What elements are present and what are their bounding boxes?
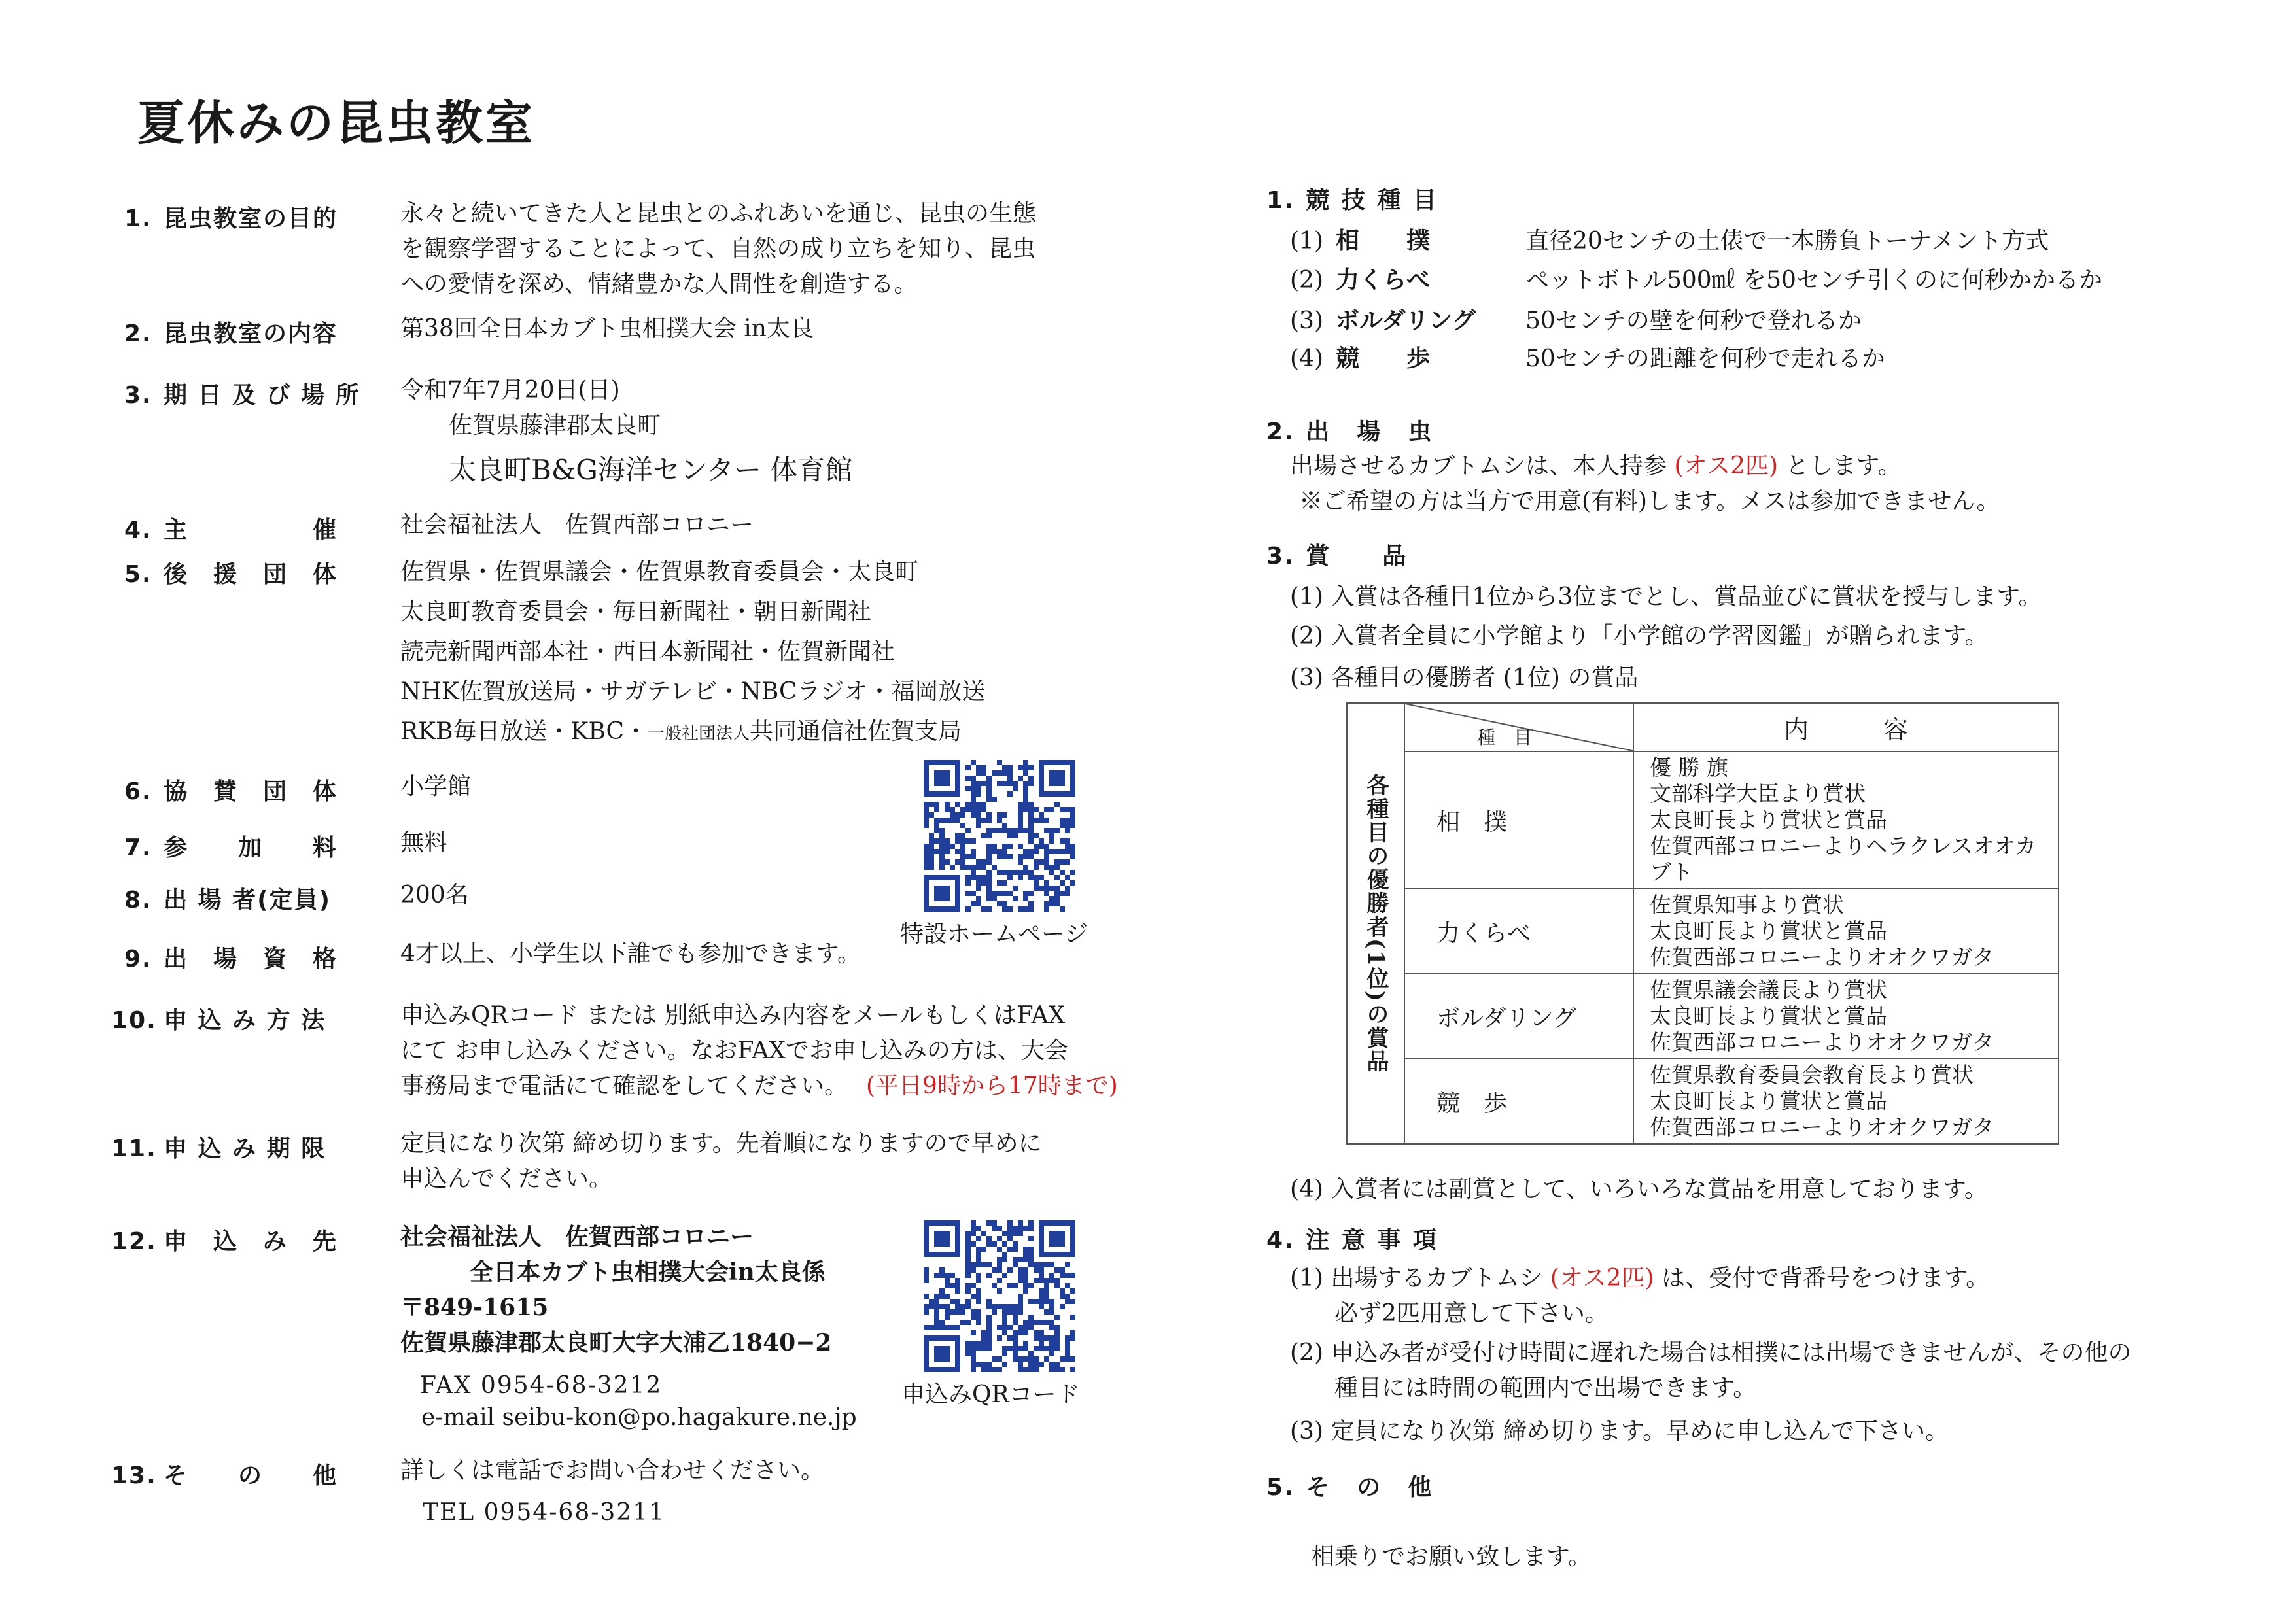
item-title: 申 込 み 期 限 bbox=[164, 1135, 326, 1162]
item-number: 4. bbox=[124, 517, 152, 543]
item-number: 9. bbox=[124, 946, 152, 973]
content-line: TEL 0954-68-3211 bbox=[423, 1499, 666, 1526]
event-number: (3) bbox=[1290, 307, 1323, 334]
item-number: 12. bbox=[111, 1228, 157, 1255]
section-number: 5. bbox=[1266, 1474, 1296, 1501]
prize-content-line: 太良町長より賞状と賞品 bbox=[1650, 1088, 1887, 1114]
item-title: 主 催 bbox=[164, 517, 338, 543]
content-line: 200名 bbox=[400, 882, 469, 908]
notes-line-2b: 種目には時間の範囲内で出場できます。 bbox=[1334, 1375, 1757, 1402]
section-label: 注 意 事 項 bbox=[1306, 1227, 1438, 1254]
prize-content-line: 佐賀西部コロニーよりオオクワガタ bbox=[1650, 944, 1994, 970]
item-label-6 bbox=[124, 773, 338, 806]
other-line: 相乗りでお願い致します。 bbox=[1311, 1543, 1592, 1570]
item-label-12 bbox=[111, 1223, 338, 1256]
item-title: 申 込 み 先 bbox=[164, 1228, 338, 1255]
prize-row bbox=[1347, 751, 2059, 889]
section-notes-heading bbox=[1266, 1222, 1438, 1255]
notes-count-highlight: (オス2匹) bbox=[1550, 1265, 1654, 1292]
prizes-line-2: (2) 入賞者全員に小学館より「小学館の学習図鑑」が贈られます。 bbox=[1290, 623, 1989, 649]
content-line: 太良町教育委員会・毎日新聞社・朝日新聞社 bbox=[400, 598, 872, 625]
section-label: そ の 他 bbox=[1306, 1474, 1434, 1501]
section-number: 2. bbox=[1266, 419, 1296, 445]
content-line: 佐賀県藤津郡太良町 bbox=[449, 412, 661, 439]
item-content-3 bbox=[400, 373, 852, 488]
event-header-label: 種 目 bbox=[1477, 727, 1533, 748]
content-line: 全日本カブト虫相撲大会in太良係 bbox=[470, 1258, 826, 1286]
event-description: 50センチの壁を何秒で登れるか bbox=[1525, 307, 1862, 334]
item-content-13 bbox=[400, 1453, 824, 1530]
item-label-8 bbox=[124, 882, 331, 915]
homepage-qr-caption: 特設ホームページ bbox=[900, 921, 1088, 948]
section-label: 賞 品 bbox=[1306, 543, 1408, 570]
content-line: への愛情を深め、情緒豊かな人間性を創造する。 bbox=[400, 271, 918, 298]
notes-text: (1) 出場するカブトムシ bbox=[1290, 1265, 1543, 1292]
item-label-13 bbox=[111, 1457, 338, 1490]
prizes-line-1: (1) 入賞は各種目1位から3位までとし、賞品並びに賞状を授与します。 bbox=[1290, 583, 2042, 610]
event-row bbox=[1290, 262, 2102, 295]
item-title: 昆虫教室の目的 bbox=[164, 205, 338, 232]
content-line: RKB毎日放送・KBC・ bbox=[400, 718, 648, 745]
prize-content-line: 優 勝 旗 bbox=[1650, 755, 1728, 780]
event-description: 直径20センチの土俵で一本勝負トーナメント方式 bbox=[1525, 228, 2049, 254]
event-description: 50センチの距離を何秒で走れるか bbox=[1525, 345, 1885, 372]
item-number: 7. bbox=[124, 835, 152, 861]
section-insects-heading bbox=[1266, 413, 1433, 447]
content-line: 太良町B&G海洋センター 体育館 bbox=[449, 454, 853, 486]
hours-highlight: (平日9時から17時まで) bbox=[866, 1073, 1118, 1099]
item-content-10 bbox=[400, 998, 1118, 1104]
content-line: 社会福祉法人 佐賀西部コロニー bbox=[400, 1223, 754, 1250]
prize-content-line: 佐賀県議会議長より賞状 bbox=[1650, 977, 1887, 1003]
item-title: 協 賛 団 体 bbox=[164, 778, 338, 805]
event-description: ペットボトル500㎖ を50センチ引くのに何秒かかるか bbox=[1525, 267, 2102, 294]
notes-line-3: (3) 定員になり次第 締め切ります。早めに申し込んで下さい。 bbox=[1290, 1418, 1949, 1445]
insects-count-highlight: (オス2匹) bbox=[1674, 453, 1779, 479]
notes-line-1b: 必ず2匹用意して下さい。 bbox=[1334, 1300, 1609, 1327]
item-content-11 bbox=[400, 1126, 1042, 1197]
content-line: 小学館 bbox=[400, 773, 472, 800]
section-number: 4. bbox=[1266, 1227, 1296, 1254]
item-label-3 bbox=[124, 377, 360, 410]
item-title: 参 加 料 bbox=[164, 835, 338, 861]
content-line: 申込みQRコード または 別紙申込み内容をメールもしくはFAX bbox=[400, 1002, 1066, 1029]
item-title: 申 込 み 方 法 bbox=[164, 1007, 326, 1034]
event-row bbox=[1290, 340, 1885, 373]
item-label-2 bbox=[124, 315, 338, 349]
content-line: 〒849-1615 bbox=[400, 1294, 549, 1321]
section-other-heading bbox=[1266, 1469, 1433, 1502]
section-label: 競 技 種 目 bbox=[1306, 187, 1438, 214]
content-line: 4才以上、小学生以下誰でも参加できます。 bbox=[400, 940, 861, 967]
item-label-11 bbox=[111, 1130, 326, 1163]
section-number: 1. bbox=[1266, 187, 1296, 214]
vertical-label-text: 各種目の優勝者(1位)の賞品 bbox=[1363, 774, 1389, 1073]
item-label-4 bbox=[124, 511, 338, 545]
content-line: NHK佐賀放送局・サガテレビ・NBCラジオ・福岡放送 bbox=[400, 678, 986, 705]
content-line: を観察学習することによって、自然の成り立ちを知り、昆虫 bbox=[400, 235, 1036, 262]
item-content-2 bbox=[400, 311, 814, 347]
prize-content-line: 佐賀西部コロニーよりオオクワガタ bbox=[1650, 1114, 1994, 1140]
prize-content-line: 佐賀県教育委員会教育長より賞状 bbox=[1650, 1062, 1974, 1088]
prize-content-line: 佐賀県知事より賞状 bbox=[1650, 892, 1844, 918]
event-name: ボルダリング bbox=[1336, 307, 1476, 334]
content-line: 事務局まで電話にて確認をしてください。 bbox=[400, 1073, 848, 1099]
item-title: 後 援 団 体 bbox=[164, 561, 338, 588]
item-number: 13. bbox=[111, 1462, 157, 1489]
supporters-last-line bbox=[400, 712, 986, 754]
content-line: 無料 bbox=[400, 829, 448, 856]
content-line: e-mail seibu-kon@po.hagakure.ne.jp bbox=[421, 1404, 857, 1431]
prize-content-line: 太良町長より賞状と賞品 bbox=[1650, 1003, 1887, 1029]
prizes-line-3: (3) 各種目の優勝者 (1位) の賞品 bbox=[1290, 664, 1639, 691]
content-line: 令和7年7月20日(日) bbox=[400, 377, 620, 404]
prize-row bbox=[1347, 889, 2059, 974]
content-line: FAX 0954-68-3212 bbox=[420, 1372, 663, 1399]
event-number: (2) bbox=[1290, 267, 1323, 294]
notes-line-2: (2) 申込み者が受付け時間に遅れた場合は相撲には出場できませんが、その他の bbox=[1290, 1339, 2132, 1366]
item-content-8 bbox=[400, 878, 469, 913]
prize-content-line: 太良町長より賞状と賞品 bbox=[1650, 918, 1887, 944]
prize-table-vertical-label bbox=[1347, 703, 1404, 1144]
content-line: 詳しくは電話でお問い合わせください。 bbox=[400, 1457, 825, 1484]
item-content-9 bbox=[400, 937, 861, 972]
event-row bbox=[1290, 302, 1862, 336]
event-name: 競 歩 bbox=[1336, 345, 1431, 372]
page-title: 夏休みの昆虫教室 bbox=[137, 95, 536, 150]
item-label-7 bbox=[124, 829, 338, 863]
notes-line-1 bbox=[1290, 1260, 1989, 1293]
item-label-9 bbox=[124, 940, 338, 974]
item-label-5 bbox=[124, 556, 338, 589]
prize-content-line: 文部科学大臣より賞状 bbox=[1650, 781, 1866, 806]
prize-table-event-header bbox=[1404, 703, 1633, 751]
prize-table-content-header: 内 容 bbox=[1633, 703, 2059, 751]
content-line: にて お申し込みください。なおFAXでお申し込みの方は、大会 bbox=[400, 1037, 1068, 1064]
item-number: 11. bbox=[111, 1135, 157, 1162]
homepage-qr-code[interactable] bbox=[924, 760, 1075, 912]
item-number: 5. bbox=[124, 561, 152, 588]
prize-content-line: 太良町長より賞状と賞品 bbox=[1650, 807, 1887, 833]
section-number: 3. bbox=[1266, 543, 1296, 570]
content-line: 佐賀県・佐賀県議会・佐賀県教育委員会・太良町 bbox=[400, 559, 919, 585]
application-qr-code[interactable] bbox=[924, 1220, 1075, 1372]
event-name: 力くらべ bbox=[1336, 267, 1431, 294]
content-line: 読売新聞西部本社・西日本新聞社・佐賀新聞社 bbox=[400, 638, 896, 665]
item-content-7 bbox=[400, 825, 447, 861]
event-number: (1) bbox=[1290, 228, 1323, 254]
prizes-line-4: (4) 入賞者には副賞として、いろいろな賞品を用意しております。 bbox=[1290, 1176, 1988, 1203]
insects-line-1 bbox=[1290, 447, 1902, 481]
content-line: 一般社団法人 bbox=[648, 724, 750, 744]
section-label: 出 場 虫 bbox=[1306, 419, 1434, 445]
content-line: 定員になり次第 締め切ります。先着順になりますので早めに bbox=[400, 1130, 1042, 1157]
insects-text-end: とします。 bbox=[1785, 453, 1902, 479]
item-number: 8. bbox=[124, 887, 152, 914]
item-content-6 bbox=[400, 769, 471, 804]
content-line: 申込んでください。 bbox=[400, 1165, 613, 1192]
item-number: 2. bbox=[124, 320, 152, 347]
prize-table bbox=[1346, 702, 2059, 1145]
prize-row bbox=[1347, 974, 2059, 1059]
prize-row bbox=[1347, 1059, 2059, 1144]
insects-line-2: ※ご希望の方は当方で用意(有料)します。メスは参加できません。 bbox=[1299, 488, 2000, 515]
event-number: (4) bbox=[1290, 345, 1323, 372]
item-label-1 bbox=[124, 200, 338, 233]
item-number: 10. bbox=[111, 1007, 157, 1034]
item-title: そ の 他 bbox=[164, 1462, 338, 1489]
prize-content-line: 佐賀西部コロニーよりヘラクレスオオカブト bbox=[1650, 833, 2037, 885]
insects-text: 出場させるカブトムシは、本人持参 bbox=[1290, 453, 1667, 479]
content-line: 永々と続いてきた人と昆虫とのふれあいを通じ、昆虫の生態 bbox=[400, 200, 1037, 227]
event-row bbox=[1290, 222, 2049, 256]
notes-text-end: は、受付で背番号をつけます。 bbox=[1661, 1265, 1990, 1292]
content-line: 共同通信社佐賀支局 bbox=[750, 718, 962, 745]
content-line: 第38回全日本カブト虫相撲大会 in太良 bbox=[400, 315, 814, 342]
prize-content bbox=[1633, 974, 2059, 1059]
content-line: 社会福祉法人 佐賀西部コロニー bbox=[400, 511, 754, 538]
item-number: 6. bbox=[124, 778, 152, 805]
section-events-heading bbox=[1266, 182, 1438, 215]
item-title: 期 日 及 び 場 所 bbox=[164, 382, 360, 409]
item-content-4 bbox=[400, 508, 754, 543]
prize-event: 力くらべ bbox=[1404, 889, 1633, 974]
event-name: 相 撲 bbox=[1336, 228, 1431, 254]
prize-event: 競 歩 bbox=[1404, 1059, 1633, 1144]
item-label-10 bbox=[111, 1002, 326, 1035]
item-content-1 bbox=[400, 196, 1036, 302]
item-title: 出 場 資 格 bbox=[164, 946, 338, 973]
item-number: 3. bbox=[124, 382, 152, 409]
prize-content bbox=[1633, 751, 2059, 889]
item-title: 出 場 者(定員) bbox=[164, 887, 331, 914]
prize-content bbox=[1633, 1059, 2059, 1144]
section-prizes-heading bbox=[1266, 538, 1408, 571]
item-number: 1. bbox=[124, 205, 152, 232]
item-content-5 bbox=[400, 552, 986, 754]
application-qr-caption: 申込みQRコード bbox=[901, 1381, 1080, 1408]
content-line: 佐賀県藤津郡太良町大字大浦乙1840−2 bbox=[400, 1329, 832, 1356]
method-line-3 bbox=[400, 1069, 1118, 1104]
prize-event: ボルダリング bbox=[1404, 974, 1633, 1059]
prize-event: 相 撲 bbox=[1404, 751, 1633, 889]
prize-content-line: 佐賀西部コロニーよりオオクワガタ bbox=[1650, 1029, 1994, 1055]
item-content-12 bbox=[400, 1219, 857, 1432]
item-title: 昆虫教室の内容 bbox=[164, 320, 338, 347]
prize-content bbox=[1633, 889, 2059, 974]
